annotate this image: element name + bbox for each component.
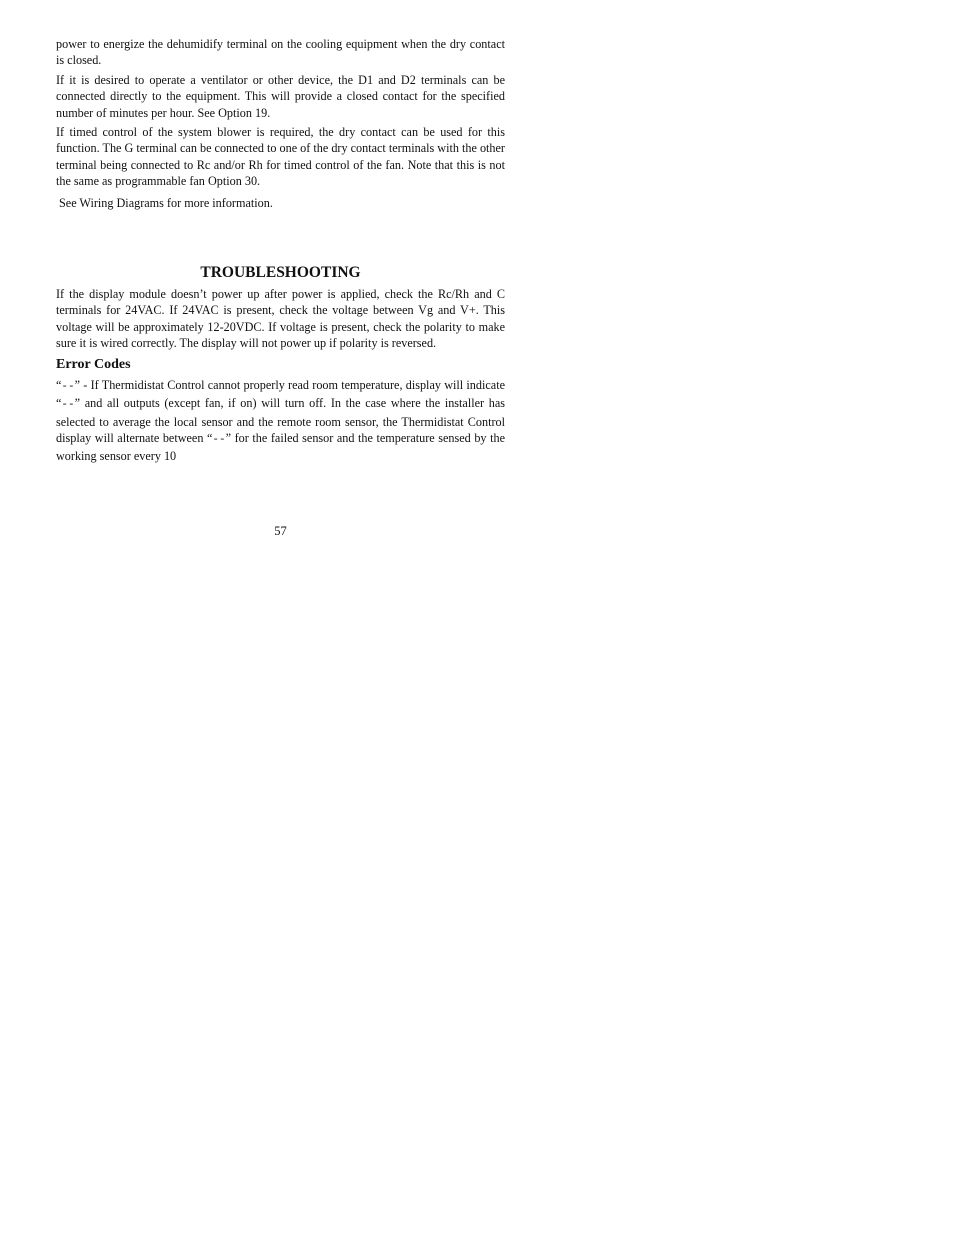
error-text-part-1: ” - If Thermidistat Control cannot properly read room temperature, display will indicate “ bbox=[56, 377, 505, 411]
error-symbol: -- bbox=[212, 433, 226, 446]
paragraph-timed-blower: If timed control of the system blower is required, the dry contact can be used for this function. The G terminal can be connected to one of the dry contact terminals with the other terminal being connected to Rc and/or Rh for timed control of the fan. Note that this is not the same as programmable fan Option 30. bbox=[56, 125, 505, 189]
error-symbol: -- bbox=[61, 399, 75, 412]
error-symbol: -- bbox=[61, 380, 75, 393]
page-number: 57 bbox=[274, 524, 287, 538]
troubleshooting-heading: TROUBLESHOOTING bbox=[200, 264, 361, 282]
error-text-open-quote: “ bbox=[56, 377, 62, 392]
paragraph-error-code-dashes bbox=[56, 377, 505, 465]
paragraph-display-power: If the display module doesn’t power up after power is applied, check the Rc/Rh and C terminals for 24VAC. If 24VAC is present, check the voltage between Vg and V+. This voltage will be approximately 12-20VDC. If voltage is present, check the polarity to make sure it is wired correctly. The display will not power up if polarity is reversed. bbox=[56, 287, 505, 351]
paragraph-ventilator: If it is desired to operate a ventilator or other device, the D1 and D2 terminals can be connected directly to the equipment. This will provide a closed contact for the specified number of minutes per hour. See Option 19. bbox=[56, 72, 505, 120]
error-text-part-3: ” for the failed sensor and the temperature sensed by the working sensor every 10 bbox=[56, 430, 505, 464]
paragraph-dehumidify: power to energize the dehumidify terminal on the cooling equipment when the dry contact is closed. bbox=[56, 37, 505, 68]
error-text-part-2: ” and all outputs (except fan, if on) will turn off. In the case where the installer has selected to average the local sensor and the remote room sensor, the Thermidistat Control display will alternate between “ bbox=[56, 396, 505, 445]
page-body bbox=[56, 36, 505, 468]
error-codes-heading: Error Codes bbox=[56, 356, 131, 372]
paragraph-wiring-reference: See Wiring Diagrams for more information. bbox=[59, 195, 273, 210]
